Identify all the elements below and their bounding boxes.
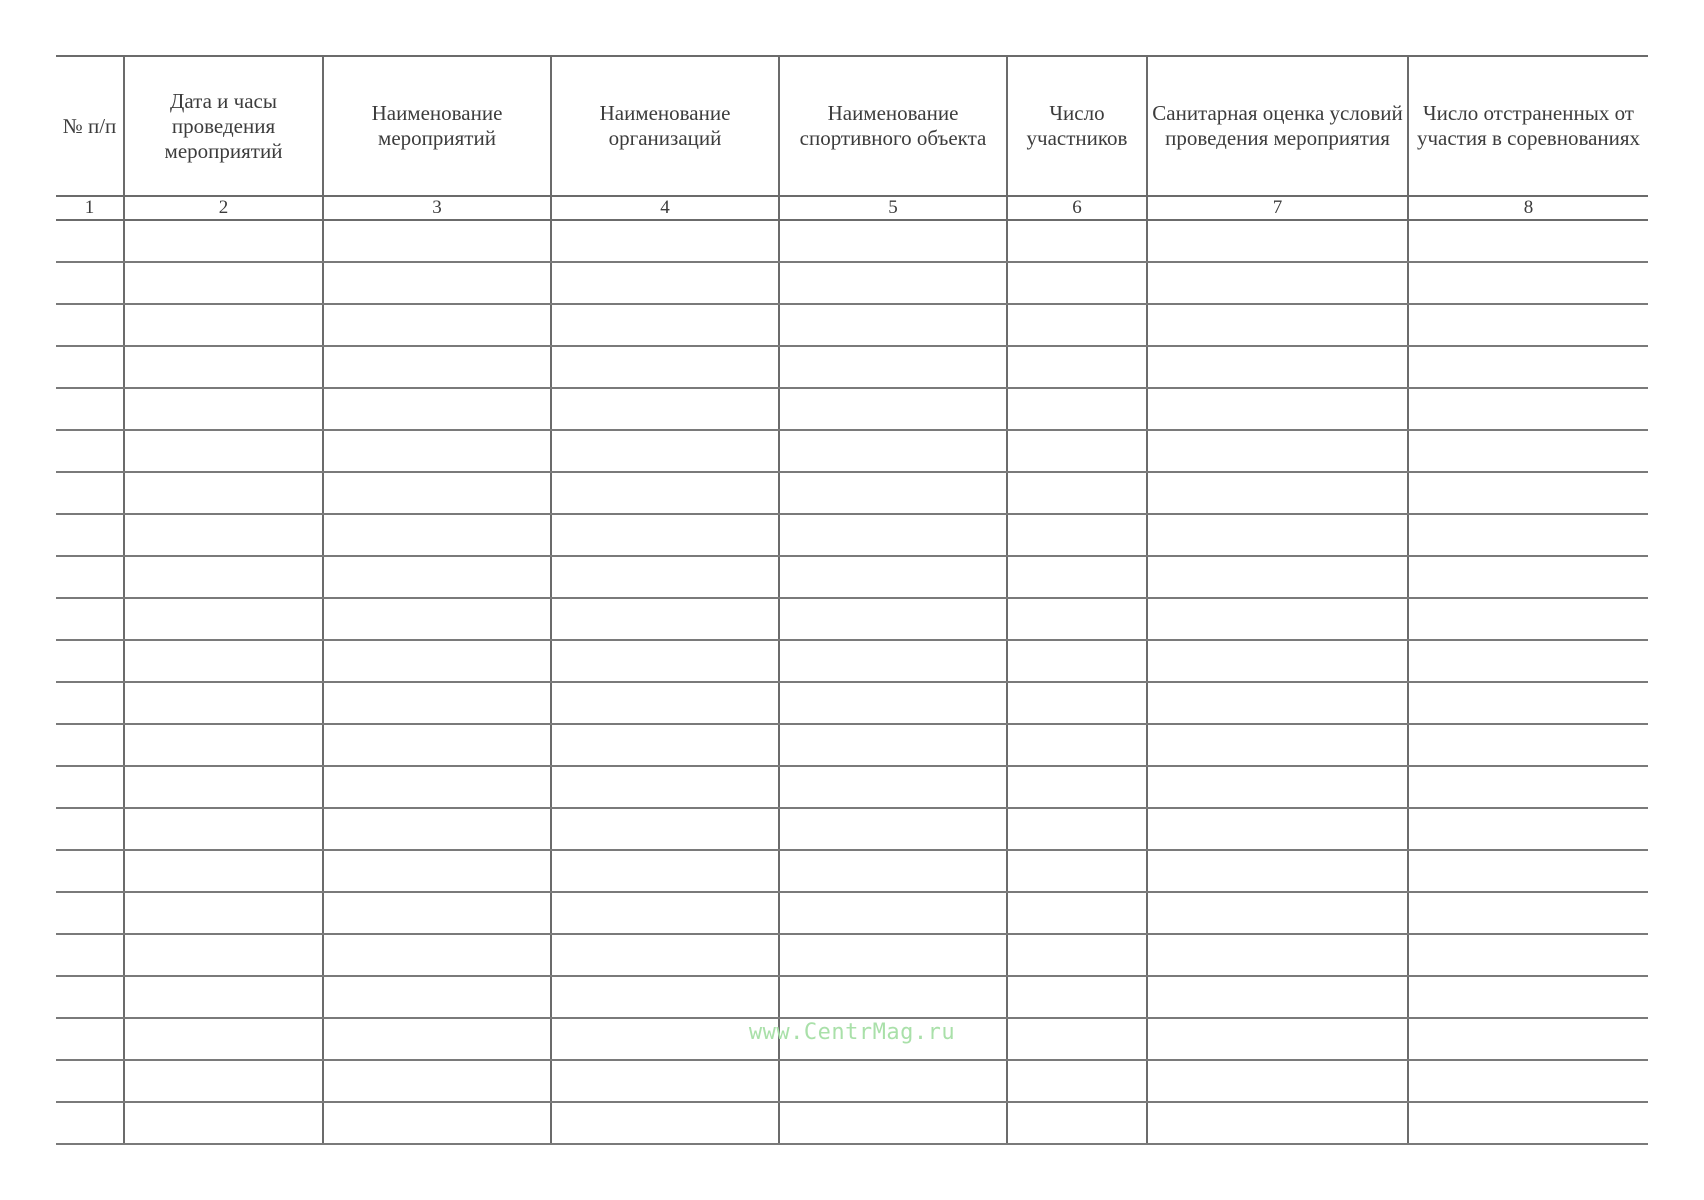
table-cell bbox=[1147, 808, 1408, 850]
table-cell bbox=[1147, 220, 1408, 262]
column-header-date-time: Дата и часы проведения мероприятий bbox=[124, 56, 323, 196]
column-header-row-number: № п/п bbox=[56, 56, 124, 196]
column-number: 8 bbox=[1408, 196, 1648, 220]
log-table bbox=[56, 55, 1648, 1145]
table-cell bbox=[1147, 976, 1408, 1018]
column-header-sports-facility: Наименование спортивного объекта bbox=[779, 56, 1007, 196]
table-cell bbox=[779, 262, 1007, 304]
table-cell bbox=[1007, 640, 1147, 682]
table-cell bbox=[1147, 766, 1408, 808]
table-cell bbox=[551, 808, 779, 850]
column-number: 6 bbox=[1007, 196, 1147, 220]
table-cell bbox=[1147, 472, 1408, 514]
table-cell bbox=[323, 556, 551, 598]
table-row bbox=[56, 892, 1648, 934]
table-cell bbox=[551, 304, 779, 346]
table-cell bbox=[1408, 724, 1648, 766]
table-cell bbox=[551, 682, 779, 724]
table-row bbox=[56, 976, 1648, 1018]
table-cell bbox=[551, 388, 779, 430]
table-row bbox=[56, 262, 1648, 304]
table-cell bbox=[1408, 934, 1648, 976]
table-cell bbox=[56, 430, 124, 472]
table-cell bbox=[779, 430, 1007, 472]
table-cell bbox=[124, 598, 323, 640]
table-cell bbox=[779, 1060, 1007, 1102]
column-number: 7 bbox=[1147, 196, 1408, 220]
table-row bbox=[56, 766, 1648, 808]
table-cell bbox=[551, 934, 779, 976]
column-header-event-name: Наименование мероприятий bbox=[323, 56, 551, 196]
table-cell bbox=[1007, 346, 1147, 388]
table-cell bbox=[779, 556, 1007, 598]
table-cell bbox=[323, 514, 551, 556]
table-cell bbox=[56, 262, 124, 304]
table-cell bbox=[1408, 850, 1648, 892]
table-cell bbox=[323, 1060, 551, 1102]
table-cell bbox=[124, 472, 323, 514]
table-cell bbox=[551, 1060, 779, 1102]
table-cell bbox=[56, 346, 124, 388]
table-cell bbox=[1147, 640, 1408, 682]
column-number: 2 bbox=[124, 196, 323, 220]
table-cell bbox=[1408, 892, 1648, 934]
table-row bbox=[56, 850, 1648, 892]
table-cell bbox=[779, 388, 1007, 430]
table-cell bbox=[124, 304, 323, 346]
table-cell bbox=[124, 808, 323, 850]
column-header-sanitary-assessment: Санитарная оценка условий проведения мероприятия bbox=[1147, 56, 1408, 196]
table-cell bbox=[1007, 304, 1147, 346]
table-cell bbox=[323, 892, 551, 934]
table-cell bbox=[124, 682, 323, 724]
table-cell bbox=[56, 976, 124, 1018]
table-cell bbox=[323, 808, 551, 850]
table-cell bbox=[779, 598, 1007, 640]
table-cell bbox=[1408, 766, 1648, 808]
table-row bbox=[56, 220, 1648, 262]
table-cell bbox=[1007, 556, 1147, 598]
table-cell bbox=[1147, 262, 1408, 304]
table-cell bbox=[124, 1060, 323, 1102]
table-cell bbox=[1147, 1102, 1408, 1144]
table-cell bbox=[1408, 556, 1648, 598]
table-cell bbox=[1007, 682, 1147, 724]
table-cell bbox=[1147, 724, 1408, 766]
table-cell bbox=[1007, 850, 1147, 892]
table-cell bbox=[1007, 1102, 1147, 1144]
table-cell bbox=[1408, 472, 1648, 514]
table-cell bbox=[551, 640, 779, 682]
table-cell bbox=[779, 724, 1007, 766]
table-cell bbox=[124, 766, 323, 808]
table-cell bbox=[551, 262, 779, 304]
table-cell bbox=[1147, 1060, 1408, 1102]
table-cell bbox=[779, 472, 1007, 514]
table-cell bbox=[1408, 640, 1648, 682]
table-cell bbox=[1007, 1060, 1147, 1102]
table-cell bbox=[1007, 934, 1147, 976]
table-cell bbox=[323, 976, 551, 1018]
table-cell bbox=[1007, 724, 1147, 766]
table-cell bbox=[124, 346, 323, 388]
table-row bbox=[56, 430, 1648, 472]
table-cell bbox=[551, 556, 779, 598]
table-cell bbox=[1408, 220, 1648, 262]
table-cell bbox=[124, 556, 323, 598]
table-cell bbox=[1007, 598, 1147, 640]
table-cell bbox=[1007, 808, 1147, 850]
table-cell bbox=[56, 766, 124, 808]
table-cell bbox=[1408, 304, 1648, 346]
table-row bbox=[56, 514, 1648, 556]
table-cell bbox=[551, 1102, 779, 1144]
table-cell bbox=[323, 724, 551, 766]
column-number: 3 bbox=[323, 196, 551, 220]
table-cell bbox=[1147, 598, 1408, 640]
column-number: 5 bbox=[779, 196, 1007, 220]
table-cell bbox=[323, 430, 551, 472]
table-cell bbox=[551, 220, 779, 262]
table-cell bbox=[1408, 514, 1648, 556]
table-cell bbox=[323, 1102, 551, 1144]
table-cell bbox=[323, 640, 551, 682]
table-cell bbox=[1007, 766, 1147, 808]
table-cell bbox=[1007, 388, 1147, 430]
table-cell bbox=[124, 850, 323, 892]
table-cell bbox=[551, 724, 779, 766]
table-cell bbox=[779, 514, 1007, 556]
table-cell bbox=[124, 934, 323, 976]
column-number: 4 bbox=[551, 196, 779, 220]
table-row bbox=[56, 682, 1648, 724]
table-cell bbox=[551, 346, 779, 388]
table-cell bbox=[551, 430, 779, 472]
column-number: 1 bbox=[56, 196, 124, 220]
table-cell bbox=[56, 808, 124, 850]
table-row bbox=[56, 808, 1648, 850]
table-cell bbox=[323, 388, 551, 430]
table-cell bbox=[323, 598, 551, 640]
table-cell bbox=[551, 850, 779, 892]
table-cell bbox=[56, 304, 124, 346]
table-cell bbox=[124, 430, 323, 472]
table-cell bbox=[1147, 556, 1408, 598]
table-body bbox=[56, 220, 1648, 1144]
table-cell bbox=[124, 1102, 323, 1144]
table-cell bbox=[124, 976, 323, 1018]
table-cell bbox=[124, 892, 323, 934]
table-cell bbox=[56, 514, 124, 556]
watermark: www.CentrMag.ru bbox=[748, 1020, 956, 1045]
table-cell bbox=[1147, 850, 1408, 892]
table-cell bbox=[56, 388, 124, 430]
column-header-organization-name: Наименование организаций bbox=[551, 56, 779, 196]
table-cell bbox=[1408, 430, 1648, 472]
table-cell bbox=[1147, 892, 1408, 934]
table-cell bbox=[779, 766, 1007, 808]
table-row bbox=[56, 640, 1648, 682]
table-row bbox=[56, 724, 1648, 766]
table-row bbox=[56, 388, 1648, 430]
table-cell bbox=[1007, 430, 1147, 472]
table-cell bbox=[551, 976, 779, 1018]
table-cell bbox=[1147, 934, 1408, 976]
table-cell bbox=[779, 640, 1007, 682]
table-cell bbox=[779, 220, 1007, 262]
table-cell bbox=[124, 388, 323, 430]
table-cell bbox=[779, 892, 1007, 934]
column-header-participants-count: Число участников bbox=[1007, 56, 1147, 196]
table-cell bbox=[1408, 346, 1648, 388]
table-row bbox=[56, 598, 1648, 640]
table-cell bbox=[779, 934, 1007, 976]
table-row bbox=[56, 1060, 1648, 1102]
table-cell bbox=[779, 304, 1007, 346]
table-cell bbox=[1408, 976, 1648, 1018]
table-cell bbox=[124, 514, 323, 556]
table-cell bbox=[779, 1102, 1007, 1144]
table-row bbox=[56, 934, 1648, 976]
table-cell bbox=[56, 472, 124, 514]
table-cell bbox=[1147, 346, 1408, 388]
table-cell bbox=[124, 724, 323, 766]
column-number-row bbox=[56, 196, 1648, 220]
table-cell bbox=[1007, 892, 1147, 934]
table-cell bbox=[56, 934, 124, 976]
table-cell bbox=[56, 556, 124, 598]
table-cell bbox=[56, 724, 124, 766]
table-row bbox=[56, 346, 1648, 388]
table-cell bbox=[779, 850, 1007, 892]
table-cell bbox=[56, 682, 124, 724]
column-header-suspended-count: Число отстраненных от участия в соревнованиях bbox=[1408, 56, 1648, 196]
table-cell bbox=[1007, 514, 1147, 556]
table-row bbox=[56, 472, 1648, 514]
table-cell bbox=[779, 682, 1007, 724]
table-cell bbox=[323, 472, 551, 514]
table-row bbox=[56, 304, 1648, 346]
table-cell bbox=[56, 892, 124, 934]
table-cell bbox=[1408, 682, 1648, 724]
table-cell bbox=[56, 598, 124, 640]
table-cell bbox=[1007, 262, 1147, 304]
table-cell bbox=[56, 1102, 124, 1144]
table-cell bbox=[1147, 430, 1408, 472]
table-cell bbox=[551, 766, 779, 808]
table-cell bbox=[323, 934, 551, 976]
table-cell bbox=[323, 262, 551, 304]
table-cell bbox=[56, 1060, 124, 1102]
table-cell bbox=[1007, 472, 1147, 514]
table-cell bbox=[124, 220, 323, 262]
table-cell bbox=[323, 304, 551, 346]
table-cell bbox=[56, 850, 124, 892]
table-cell bbox=[56, 640, 124, 682]
table-cell bbox=[1408, 1060, 1648, 1102]
header-row bbox=[56, 56, 1648, 196]
table-cell bbox=[323, 220, 551, 262]
table-cell bbox=[779, 346, 1007, 388]
table-cell bbox=[124, 262, 323, 304]
table-row bbox=[56, 556, 1648, 598]
table-cell bbox=[323, 850, 551, 892]
table-cell bbox=[551, 598, 779, 640]
table-cell bbox=[1147, 388, 1408, 430]
table-cell bbox=[323, 346, 551, 388]
table-cell bbox=[1408, 1102, 1648, 1144]
table-cell bbox=[1408, 262, 1648, 304]
table-cell bbox=[1007, 976, 1147, 1018]
table-cell bbox=[1408, 388, 1648, 430]
table-cell bbox=[1408, 808, 1648, 850]
table-cell bbox=[1007, 220, 1147, 262]
table-cell bbox=[323, 766, 551, 808]
table-cell bbox=[551, 472, 779, 514]
table-cell bbox=[124, 640, 323, 682]
table-cell bbox=[323, 682, 551, 724]
table-cell bbox=[779, 808, 1007, 850]
table-cell bbox=[1147, 514, 1408, 556]
table-cell bbox=[1408, 598, 1648, 640]
table-cell bbox=[551, 892, 779, 934]
table-cell bbox=[1147, 304, 1408, 346]
table-cell bbox=[779, 976, 1007, 1018]
table-cell bbox=[1147, 682, 1408, 724]
table-cell bbox=[56, 220, 124, 262]
table-cell bbox=[551, 514, 779, 556]
table-row bbox=[56, 1102, 1648, 1144]
